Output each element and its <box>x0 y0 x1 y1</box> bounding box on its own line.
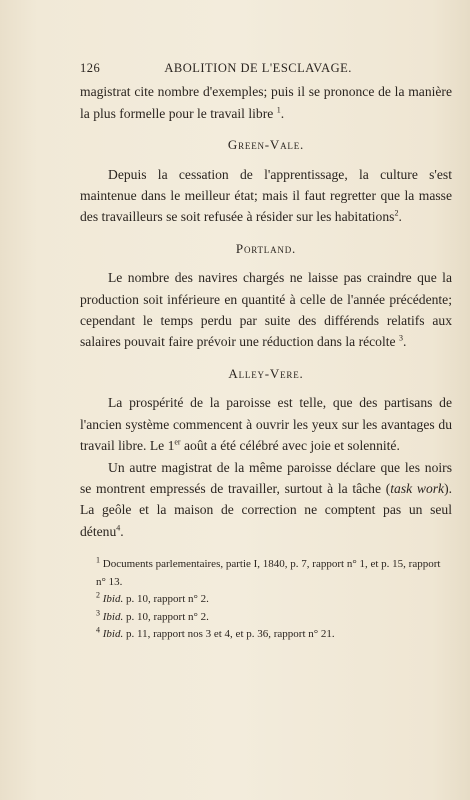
ibid: Ibid. <box>102 593 124 606</box>
footnote-text: p. 11, rapport nos 3 et 4, et p. 36, rapport n° 21. <box>123 628 335 641</box>
section-heading-green-vale: Green-Vale. <box>227 137 305 153</box>
paragraph-text: Le nombre des navires chargés ne laisse pas craindre que la production soit inférieure en quantité à celle de l'année précédente; cependant le temps perdu par suite des différends relatifs aux salaires pouvait faire prévoir une réduction dans la récolte <box>80 270 452 350</box>
paragraph-portland: Le nombre des navires chargés ne laisse pas craindre que la production soit inférieure en quantité à celle de l'année précédente; cependant le temps perdu par suite des différends relatifs aux salaires pouvait faire prévoir une réduction dans la récolte $^3$. <box>80 270 452 350</box>
footnote-text: p. 10, rapport n° 2. <box>123 610 209 623</box>
footnote-2 <box>80 591 452 609</box>
paragraph-text: août a été célébré avec joie et solennité. <box>180 438 400 454</box>
paragraph-magistrat: Un autre magistrat de la même paroisse déclare que les noirs se montrent empressés de travailler, surtout à la tâche (task work). La geôle et la maison de correction ne comptent pas un seul détenu$^4$. <box>80 459 453 539</box>
footnote-3 <box>80 609 452 627</box>
running-title: ABOLITION DE L'ESCLAVAGE. <box>164 61 352 75</box>
footnote-mark: 2 <box>96 590 100 600</box>
paragraph-text: ). La geôle et la maison de correction ne comptent pas un seul détenu <box>80 480 453 539</box>
paragraph-text: La prospérité de la paroisse est telle, que des partisans de l'ancien système commencent à ouvrir les yeux sur les avantages du travail libre. Le 1 <box>80 395 452 454</box>
paragraph-continuation: magistrat cite nombre d'exemples; puis il se prononce de la manière la plus formelle pour le travail libre $^1$. <box>80 84 452 121</box>
footnote-mark: 3 <box>96 607 100 617</box>
footnote-text: Documents parlementaires, partie I, 1840, p. 7, rapport n° 1, et p. 15, rapport n° 13. <box>96 558 441 588</box>
footnote-ref: 4 <box>116 523 121 533</box>
section-heading-portland: Portland. <box>235 240 297 256</box>
paragraph-text: Un autre magistrat de la même paroisse déclare que les noirs se montrent empressés de travailler, surtout à la tâche ( <box>80 459 452 496</box>
footnote-4 <box>80 626 452 644</box>
footnote-mark: 1 <box>96 555 100 565</box>
ordinal-superscript: er <box>174 437 181 447</box>
paragraph-text: Depuis la cessation de l'apprentissage, la culture s'est maintenue dans le meilleur état; mais il faut regretter que la masse des travailleurs se soit refusée à résider sur les habitations <box>80 166 452 225</box>
page-number: 126 <box>80 61 101 75</box>
footnotes <box>80 556 452 644</box>
ibid: Ibid. <box>102 628 124 641</box>
paragraph-text: magistrat cite nombre d'exemples; puis il se prononce de la manière la plus formelle pour le travail libre <box>80 84 452 121</box>
footnote-text: p. 10, rapport n° 2. <box>123 593 209 606</box>
text-block <box>80 58 452 644</box>
footnote-ref: 2 <box>394 208 399 218</box>
paragraph-alley-vere <box>80 392 452 456</box>
italic-term: task work <box>390 480 445 496</box>
footnote-mark: 4 <box>96 625 100 635</box>
section-heading-alley-vere: Alley-Vere. <box>228 365 304 381</box>
running-header <box>80 58 452 79</box>
ibid: Ibid. <box>102 610 124 623</box>
paragraph-green-vale: Depuis la cessation de l'apprentissage, la culture s'est maintenue dans le meilleur état; mais il faut regretter que la masse des travailleurs se soit refusée à résider sur les habitations$^2$. <box>80 166 452 225</box>
footnote-ref: 3 <box>398 333 403 343</box>
footnote-ref: 1 <box>276 105 281 115</box>
footnote-1 <box>80 556 452 591</box>
